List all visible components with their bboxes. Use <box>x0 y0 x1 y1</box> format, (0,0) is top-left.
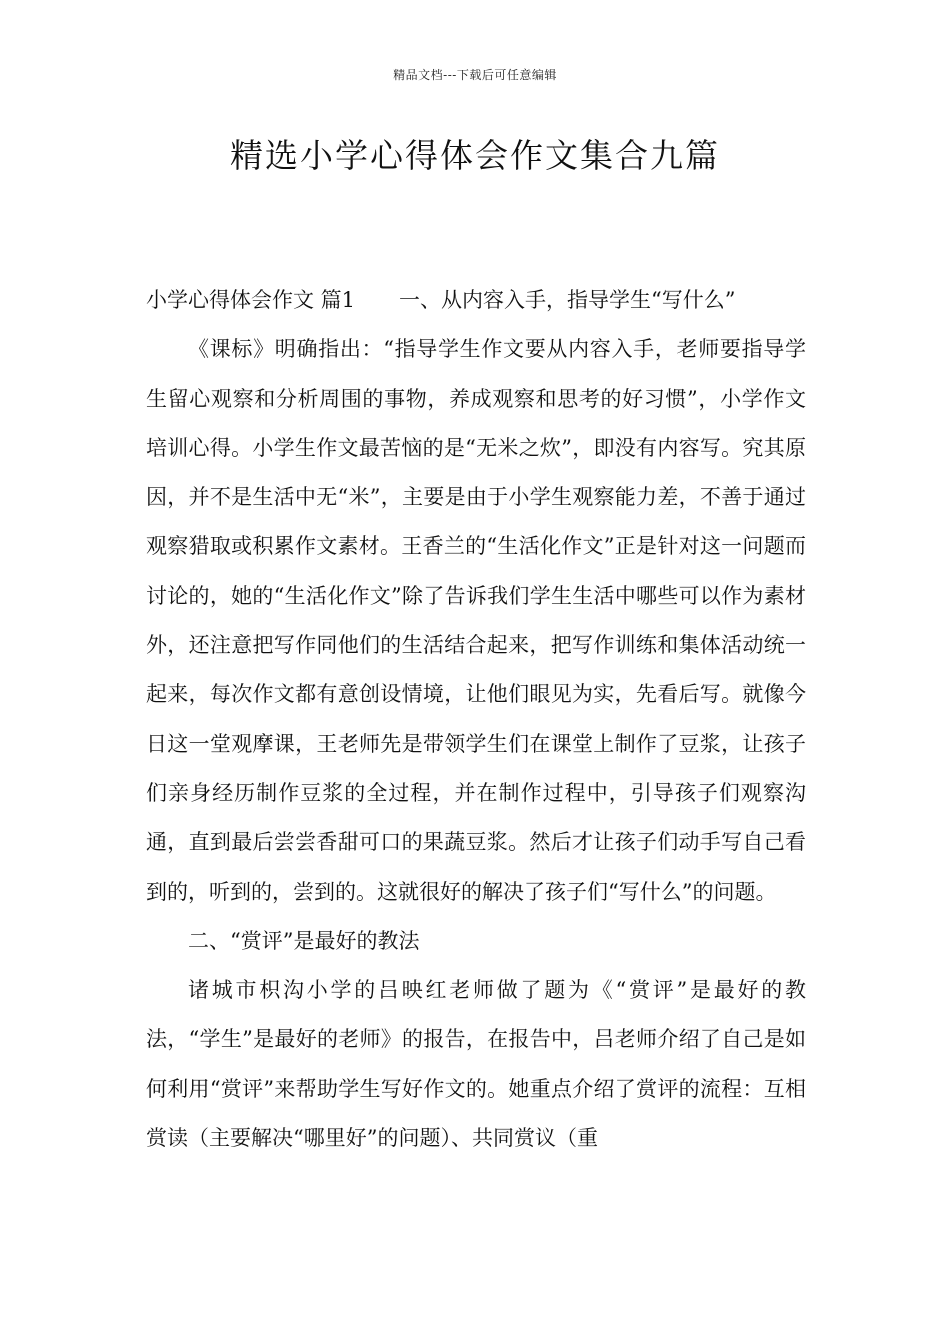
section-title: 小学心得体会作文 篇1 <box>146 288 356 312</box>
first-heading: 一、从内容入手，指导学生“写什么” <box>399 288 736 312</box>
section-heading-line <box>146 276 806 325</box>
document-title: 精选小学心得体会作文集合九篇 <box>230 136 720 175</box>
paragraph-3: 诸城市枳沟小学的吕映红老师做了题为《“赏评”是最好的教法，“学生”是最好的老师》的报告，在报告中，吕老师介绍了自己是如何利用“赏评”来帮助学生写好作文的。她重点介绍了赏评的流程：互相赏读（主要解决“哪里好”的问题）、共同赏议（重 <box>146 978 806 1151</box>
document-body <box>146 276 806 1163</box>
paragraph-1: 《课标》明确指出：“指导学生作文要从内容入手，老师要指导学生留心观察和分析周围的事物，养成观察和思考的好习惯”，小学作文培训心得。小学生作文最苦恼的是“无米之炊”，即没有内容写。究其原因，并不是生活中无“米”，主要是由于小学生观察能力差，不善于通过观察猎取或积累作文素材。王香兰的“生活化作文”正是针对这一问题而讨论的，她的“生活化作文”除了告诉我们学生生活中哪些可以作为素材外，还注意把写作同他们的生活结合起来，把写作训练和集体活动统一起来，每次作文都有意创设情境，让他们眼见为实，先看后写。就像今日这一堂观摩课，王老师先是带领学生们在课堂上制作了豆浆，让孩子们亲身经历制作豆浆的全过程，并在制作过程中，引导孩子们观察沟通，直到最后尝尝香甜可口的果蔬豆浆。然后才让孩子们动手写自己看到的，听到的，尝到的。这就很好的解决了孩子们“写什么”的问题。 <box>146 337 806 904</box>
paragraph-2-heading: 二、“赏评”是最好的教法 <box>188 928 420 953</box>
header-note: 精品文档---下载后可任意编辑 <box>393 68 557 82</box>
